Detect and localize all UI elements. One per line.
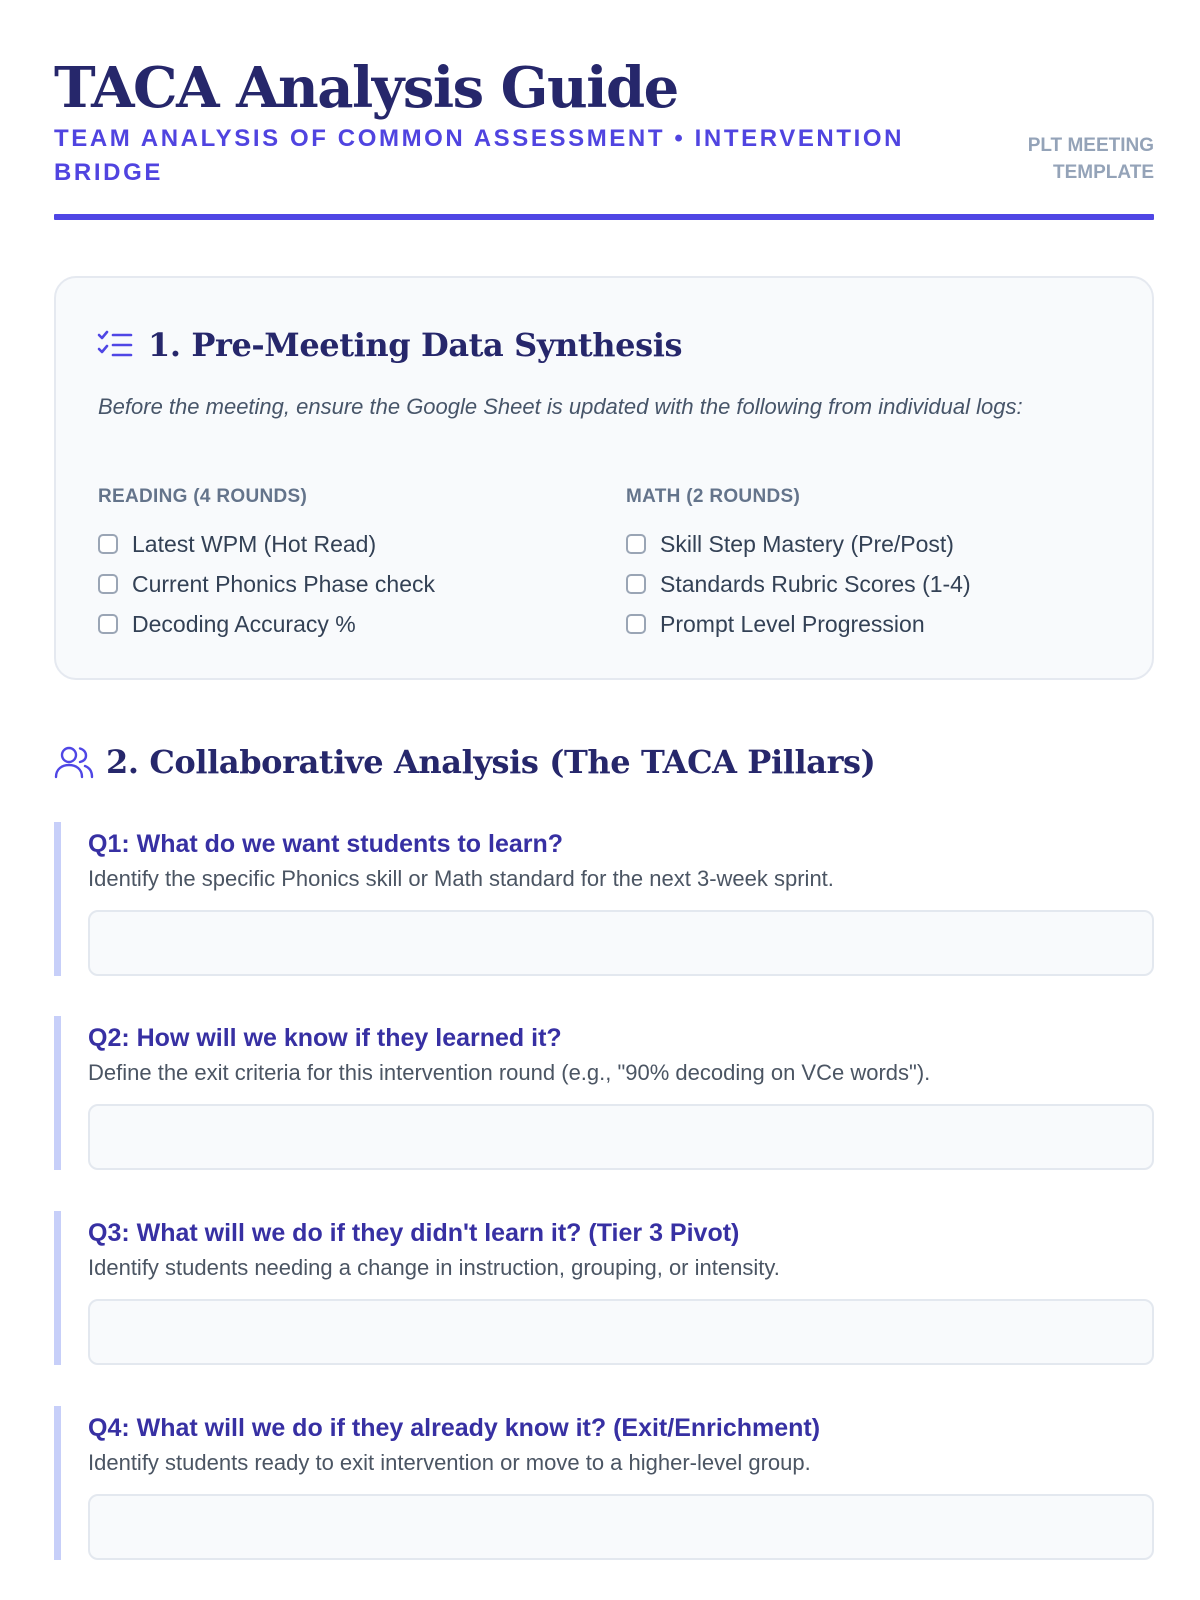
question-block-q3 (54, 1211, 1154, 1365)
page-header (54, 56, 1154, 222)
checkbox[interactable] (98, 614, 118, 634)
checklist-icon (96, 328, 134, 362)
page-title: TACA Analysis Guide (54, 55, 678, 121)
question-title: Q1: What do we want students to learn? (88, 830, 564, 858)
question-title: Q4: What will we do if they already know it? (Exit/Enrichment) (88, 1414, 821, 1442)
checklist-item-label: Decoding Accuracy % (132, 610, 356, 637)
template-tag-line2: TEMPLATE (1053, 162, 1154, 183)
checkbox[interactable] (626, 614, 646, 634)
question-accent-bar (54, 1016, 61, 1170)
question-description: Identify students needing a change in instruction, grouping, or intensity. (88, 1255, 780, 1280)
section2-title: 2. Collaborative Analysis (The TACA Pillars) (106, 743, 876, 781)
question-accent-bar (54, 1211, 61, 1365)
answer-field[interactable] (88, 1299, 1154, 1365)
question-block-q4 (54, 1406, 1154, 1560)
question-accent-bar (54, 1406, 61, 1560)
template-tag (974, 132, 1154, 186)
page-subtitle: TEAM ANALYSIS OF COMMON ASSESSMENT • INTERVENTION BRIDGE (54, 125, 905, 186)
question-title: Q3: What will we do if they didn't learn it? (Tier 3 Pivot) (88, 1219, 740, 1247)
question-description: Identify students ready to exit intervention or move to a higher-level group. (88, 1450, 811, 1475)
checklist-item-label: Current Phonics Phase check (132, 570, 435, 597)
checklist-item[interactable] (626, 604, 1106, 644)
checkbox[interactable] (98, 534, 118, 554)
question-accent-bar (54, 822, 61, 976)
checklist-item[interactable] (626, 524, 1106, 564)
section1-intro: Before the meeting, ensure the Google Sheet is updated with the following from individual logs: (98, 394, 1023, 419)
math-label: MATH (2 ROUNDS) (626, 486, 801, 507)
checklist-item-label: Skill Step Mastery (Pre/Post) (660, 530, 954, 557)
pre-meeting-card (54, 276, 1154, 680)
answer-field[interactable] (88, 910, 1154, 976)
math-column (626, 484, 1106, 644)
question-description: Define the exit criteria for this intervention round (e.g., "90% decoding on VCe words"). (88, 1060, 931, 1085)
checklist-item[interactable] (626, 564, 1106, 604)
checklist-item[interactable] (98, 524, 578, 564)
checklist-item-label: Latest WPM (Hot Read) (132, 530, 377, 557)
checkbox[interactable] (626, 534, 646, 554)
question-block-q2 (54, 1016, 1154, 1170)
question-description: Identify the specific Phonics skill or Math standard for the next 3-week sprint. (88, 866, 834, 891)
question-block-q1 (54, 822, 1154, 976)
header-divider (54, 214, 1154, 220)
checklist-item-label: Standards Rubric Scores (1-4) (660, 570, 971, 597)
template-tag-line1: PLT MEETING (1027, 135, 1154, 156)
checkbox[interactable] (626, 574, 646, 594)
question-title: Q2: How will we know if they learned it? (88, 1024, 562, 1052)
section1-title: 1. Pre-Meeting Data Synthesis (148, 326, 683, 364)
reading-label: READING (4 ROUNDS) (98, 486, 308, 507)
users-icon (54, 744, 94, 780)
answer-field[interactable] (88, 1104, 1154, 1170)
answer-field[interactable] (88, 1494, 1154, 1560)
section1-heading (96, 320, 682, 370)
section2-heading (54, 736, 875, 788)
checkbox[interactable] (98, 574, 118, 594)
checklist-item[interactable] (98, 604, 578, 644)
checklist-item-label: Prompt Level Progression (660, 610, 925, 637)
checklist-item[interactable] (98, 564, 578, 604)
reading-column (98, 484, 578, 644)
